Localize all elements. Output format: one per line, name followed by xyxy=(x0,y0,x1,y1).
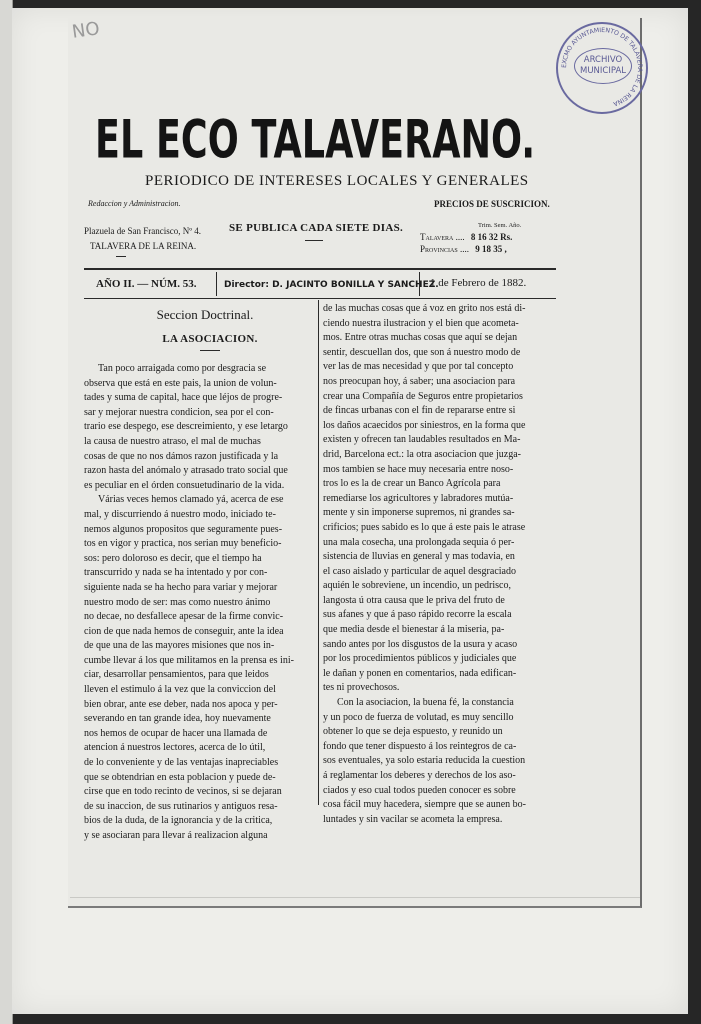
article-line: de que una de las mayores misiones que nos in- xyxy=(84,640,275,652)
article-line: cirse que en todo recinto de vecinos, si se dejaran xyxy=(84,786,282,798)
article-line: sos eventuales, ya solo estaria reducida la cuestion xyxy=(323,755,526,767)
article-line: sando antes por los disgustos de la usura y acaso xyxy=(323,638,518,650)
article-line: mente y sin imponerse supremos, ni grandes sa- xyxy=(323,507,515,519)
article-line: trario ese despego, ese descreimiento, y ese letargo xyxy=(84,421,288,433)
article-line: por los procedimientos públicos y judiciales que xyxy=(323,653,517,665)
price-values: 8 16 32 Rs. xyxy=(470,232,513,242)
article-line: fondo que tener dispuesto á los reintegros de ca- xyxy=(323,740,517,752)
column-divider xyxy=(318,300,319,805)
issue-date: 1 de Febrero de 1882. xyxy=(430,277,527,289)
article-line: atencion á nuestros lectores, acerca de lo útil, xyxy=(84,742,266,754)
price-row: Talavera .... 8 16 32 Rs. xyxy=(420,232,513,242)
article-line: sistencia de lluvias en general y mas todavia, en xyxy=(323,551,515,563)
article-line: es peculiar en el órden consuetudinario de la vida. xyxy=(84,479,285,491)
article-line: nos preocupan hoy, á saber; una asociacion para xyxy=(323,375,516,387)
article-line: no decae, no desfallece apesar de la firme convic- xyxy=(84,611,284,623)
issue-director: Director: D. JACINTO BONILLA Y SANCHEZ. xyxy=(224,280,439,290)
article-line: cosas de que no nos dámos razon justificada y la xyxy=(84,450,279,462)
article-line: sentir, descuellan dos, que son á nuestro modo de xyxy=(323,346,521,358)
stamp-line: ARCHIVO xyxy=(583,55,623,65)
article-line: los daños acaecidos por siniestros, en la forma que xyxy=(323,419,526,431)
article-line: la causa de nuestro atraso, el mal de muchas xyxy=(84,435,261,447)
article-line: tros lo es la de crear un Banco Agrícola para xyxy=(323,478,501,490)
article-line: ciendo nuestra ilustracion y el bien que acometa- xyxy=(323,317,519,329)
header-rule-top xyxy=(84,268,556,270)
article-line: Tan poco arraigada como por desgracia se xyxy=(98,363,267,374)
article-line: crear una Compañía de Seguros entre propietarios xyxy=(323,390,523,402)
article-line: una mala cosecha, una prolongada sequia ó per- xyxy=(323,536,515,548)
article-line: cumbe llevar á los que militamos en la prensa es ini- xyxy=(84,654,294,666)
article-line: que media desde el bienestar á la miseria, pa- xyxy=(323,624,505,636)
article-line: remediarse los agricultores y labradores mutúa- xyxy=(323,492,514,504)
article-line: aquién le sobreviene, un incendio, un pedrisco, xyxy=(323,580,511,592)
article-line: nuestro modo de ser: mas como nuestro ánimo xyxy=(84,596,271,608)
page-edge xyxy=(70,897,640,898)
article-line: le dañan y ponen en comentarios, nada edifican- xyxy=(323,667,517,679)
divider xyxy=(419,272,420,296)
article-line: que se obtendrian en esta poblacion y puede de- xyxy=(84,771,276,783)
article-line: sar y mejorar nuestra condicion, sea por el con- xyxy=(84,406,274,418)
article-line: tos en vigor y practica, nos serian muy beneficio- xyxy=(84,538,282,550)
divider xyxy=(305,240,323,241)
article-line: y un poco de fuerza de volutad, es muy sencillo xyxy=(323,711,514,723)
office-address: Plazuela de San Francisco, Nº 4. xyxy=(84,226,202,236)
article-line: mos. Entre otras muchas cosas que aquí se dejan xyxy=(323,332,518,344)
article-line: á reglamentar los deberes y derechos de los aso- xyxy=(323,770,516,781)
article-line: bios de la duda, de la ignorancia y de la critica, xyxy=(84,815,273,827)
divider xyxy=(200,350,220,351)
article-line: cosa fácil muy hacedera, siempre que se aunen bo- xyxy=(323,799,526,811)
article-line: bien obrar, ante ese deber, nada nos apoca y per- xyxy=(84,698,278,710)
price-place: Talavera xyxy=(420,232,454,242)
article-line: tades y suma de capital, hace que léjos de progre- xyxy=(84,392,283,404)
price-values: 9 18 35 , xyxy=(475,244,507,254)
publication-note: SE PUBLICA CADA SIETE DIAS. xyxy=(229,222,404,234)
price-place: Provincias xyxy=(420,244,458,254)
office-city: TALAVERA DE LA REINA. xyxy=(90,241,197,251)
article-line: drid, Barcelona ect.: la otra asociacion que juzga- xyxy=(323,448,521,460)
office-label: Redaccion y Administracion. xyxy=(88,199,181,208)
article-line: mal, y discurriendo á nuestro modo, iniciado te- xyxy=(84,508,276,520)
article-title: LA ASOCIACION. xyxy=(162,333,258,345)
article-line: severando en tan grande idea, hoy nuevamente xyxy=(84,713,271,725)
article-line: y se asociaran para llevar á realizacion alguna xyxy=(84,830,268,841)
article-line: obtener lo que se deja espuesto, y reunido un xyxy=(323,726,503,738)
article-line: observa que está en este pais, la union de volun- xyxy=(84,377,277,389)
article-line: existen y ofrecen tan laudables resultados en Ma- xyxy=(323,434,521,446)
prices-heading: PRECIOS DE SUSCRICION. xyxy=(434,199,550,209)
article-line: transcurrido y nada se ha intentado y por con- xyxy=(84,567,268,579)
price-row: Provincias .... 9 18 35 , xyxy=(420,244,507,254)
handwritten-note: NO xyxy=(70,18,101,43)
divider xyxy=(116,256,126,257)
header-rule-bottom xyxy=(84,298,556,299)
article-line: nemos algunos propositos que seguramente pues- xyxy=(84,523,283,535)
price-columns: Trim. Sem. Año. xyxy=(478,222,522,229)
article-line: sos: pero doloroso es decir, que el tiempo ha xyxy=(84,552,262,564)
article-line: ciados y eso cual todos pueden conocer es sobre xyxy=(323,784,516,796)
article-line: sus afanes y que á paso rápido recorre la escala xyxy=(323,609,512,621)
article-line: el caso aislado y particular de aquel desgraciado xyxy=(323,565,516,577)
article-line: crificios; pues sabido es lo que á este pais le atrase xyxy=(323,521,526,533)
article-line: mos tambien se hace muy necesaria entre noso- xyxy=(323,463,514,475)
article-line: de fincas urbanas con el fin de repararse entre si xyxy=(323,405,516,417)
article-line: Con la asociacion, la buena fé, la constancia xyxy=(337,697,514,709)
article-line: de las muchas cosas que á voz en grito nos está di- xyxy=(323,303,526,314)
section-title: Seccion Doctrinal. xyxy=(156,307,254,322)
archive-stamp xyxy=(556,22,648,114)
article-column-left xyxy=(84,362,314,844)
stamp-center xyxy=(574,48,632,84)
article-line: lleven el estimulo á la vez que la conviccion del xyxy=(84,684,276,696)
article-line: langosta ú otra causa que le priva del fruto de xyxy=(323,594,505,606)
masthead-subtitle: PERIODICO DE INTERESES LOCALES Y GENERALES xyxy=(145,173,529,189)
article-line: ciar, desarrollar pensamientos, para que leidos xyxy=(84,669,269,681)
stamp-ring-text: EXCMO AYUNTAMIENTO DE TALAVERA DE LA REINA xyxy=(560,26,644,108)
masthead-title: EL ECO TALAVERANO. xyxy=(95,108,536,171)
article-line: de lo conveniente y de las ventajas inapreciables xyxy=(84,757,279,769)
article-line: nos hemos de ocupar de hacer una llamada de xyxy=(84,727,268,739)
article-line: ver las de mas necesidad y que por tal concepto xyxy=(323,361,514,373)
article-line: cion de que nada hemos de conseguir, ante la idea xyxy=(84,625,284,637)
article-line: Várias veces hemos clamado yá, acerca de ese xyxy=(98,494,284,506)
article-line: siguiente nada se ha hecho para variar y mejorar xyxy=(84,581,278,593)
article-line: tes ni provechosos. xyxy=(323,682,400,694)
article-line: de su inaccion, de sus rutinarios y antiguos resa- xyxy=(84,800,278,812)
article-line: luntades y sin vacilar se acometa la empresa. xyxy=(323,813,503,825)
stamp-line: MUNICIPAL xyxy=(580,66,626,76)
article-line: razon hasta del anómalo y atrasado trato social que xyxy=(84,465,288,477)
divider xyxy=(216,272,217,296)
issue-number: AÑO II. — NÚM. 53. xyxy=(96,278,197,290)
article-column-right xyxy=(323,302,554,827)
